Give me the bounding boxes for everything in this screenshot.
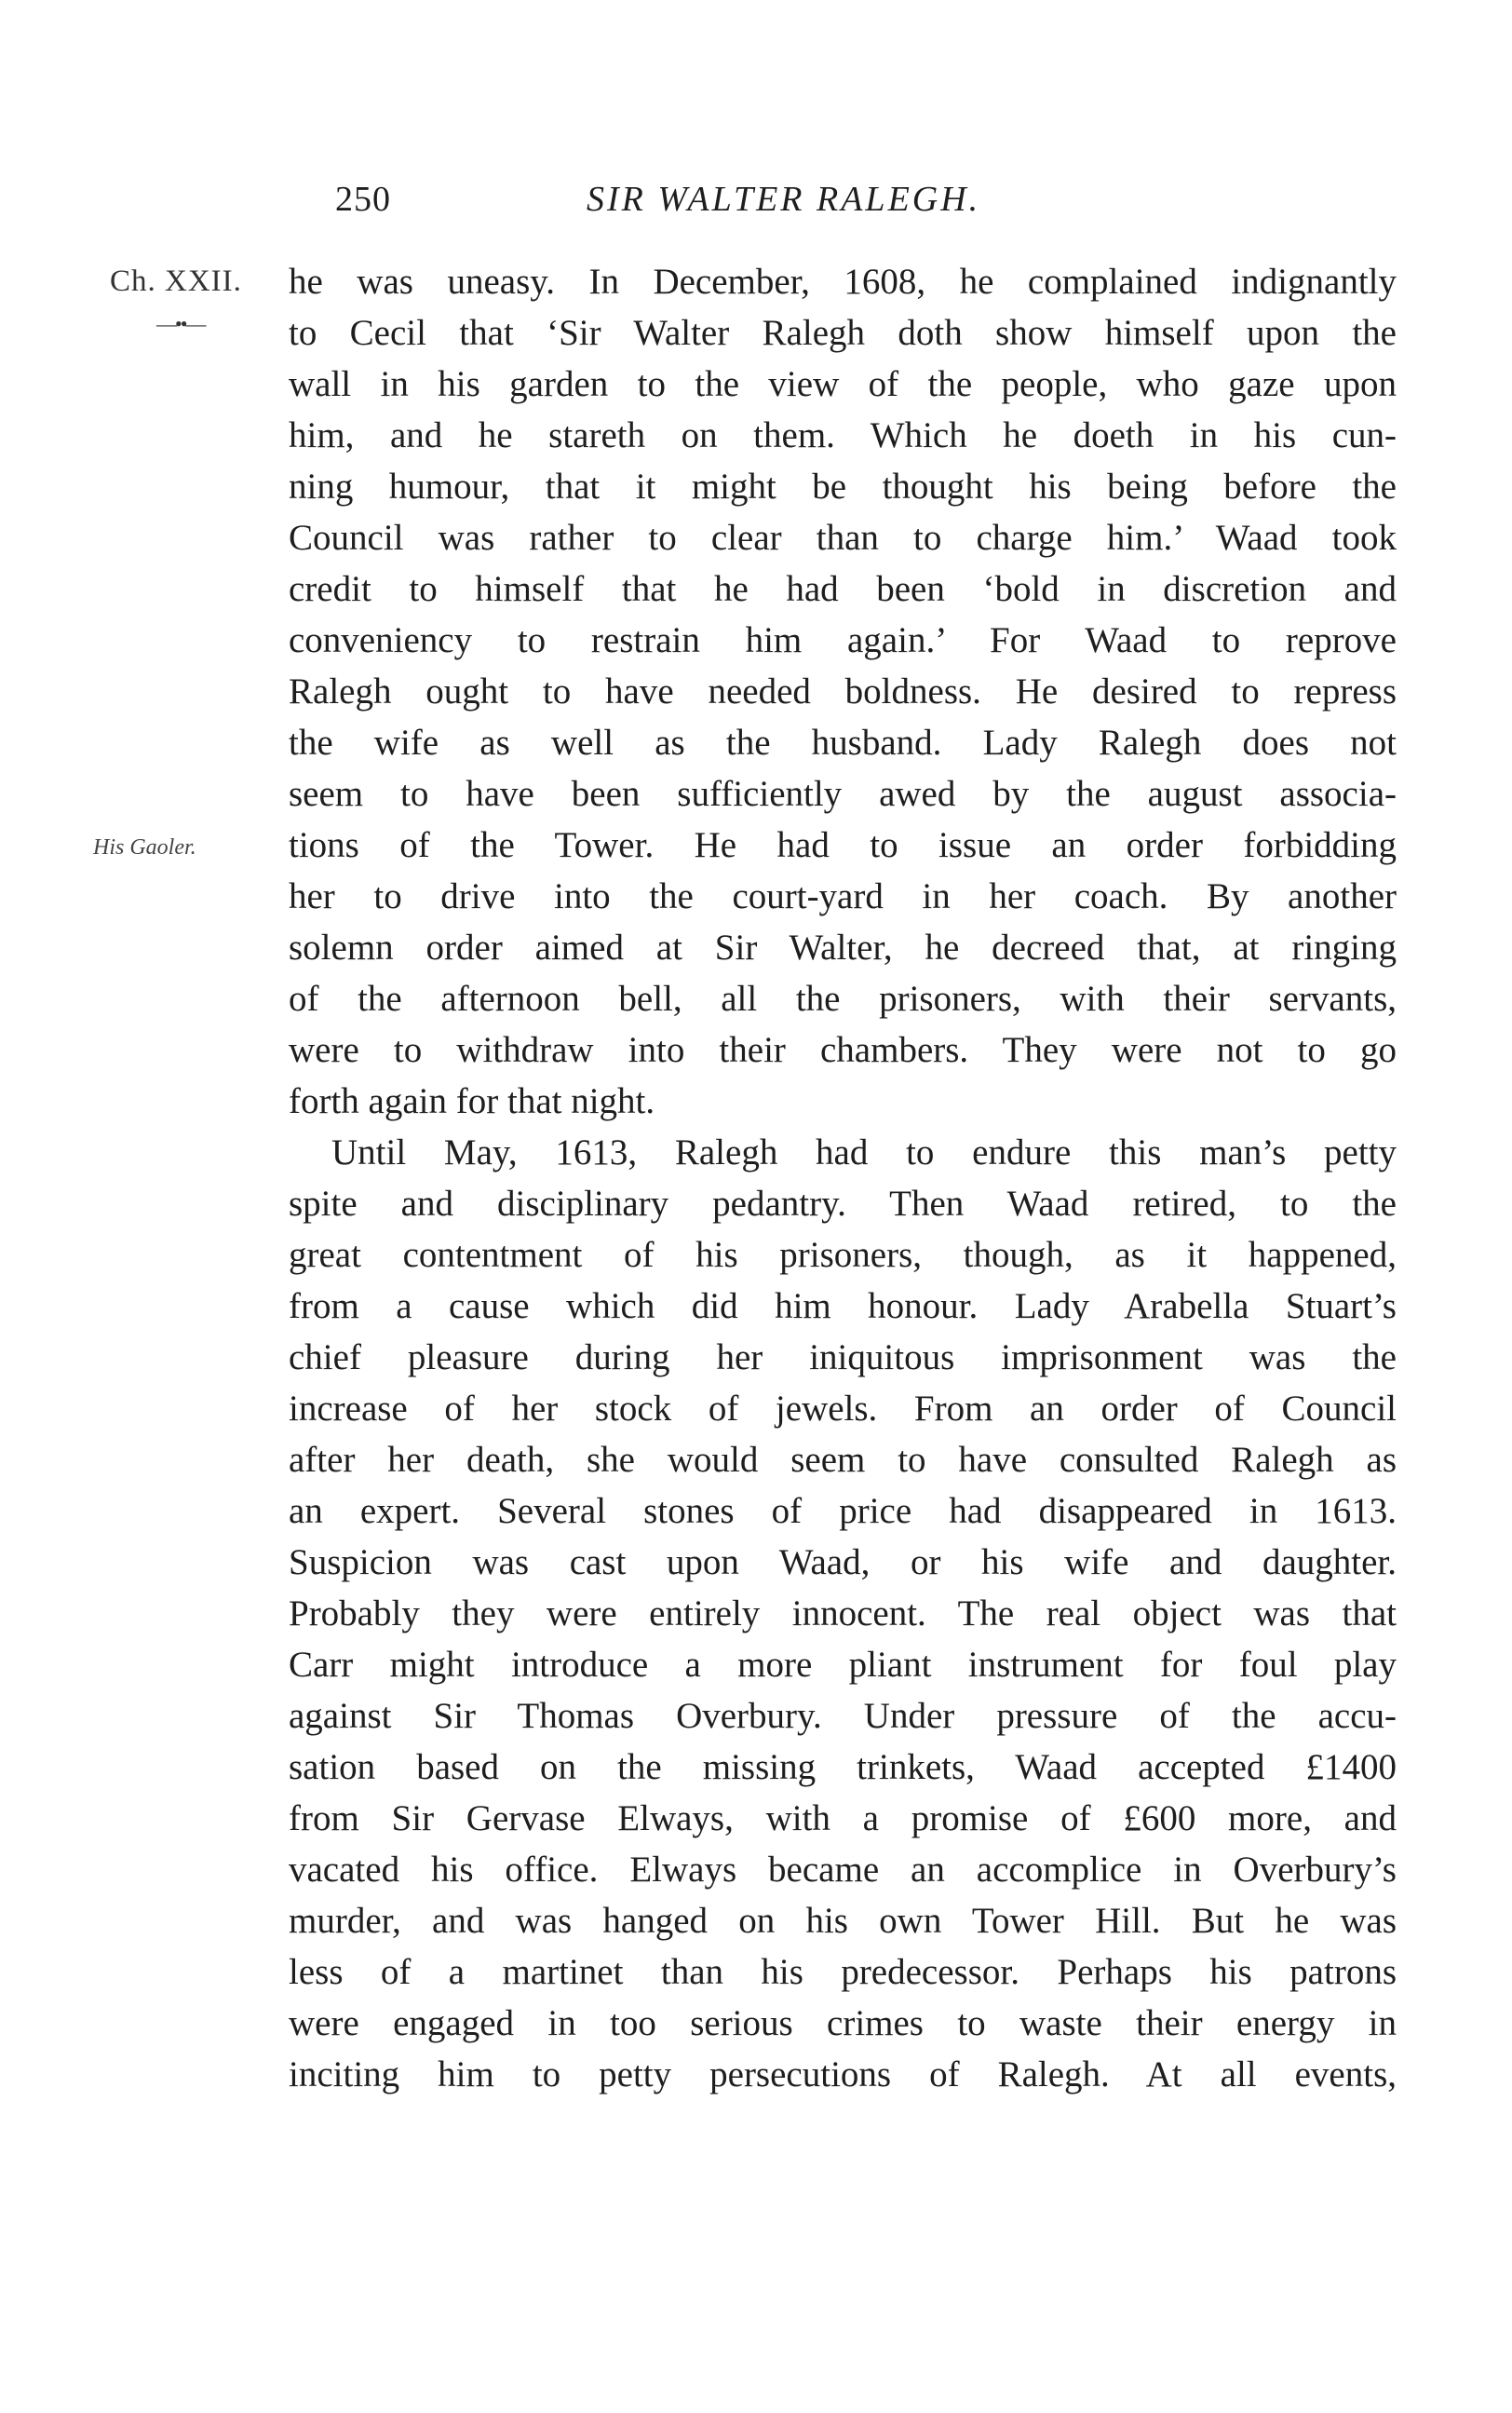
text-line: Ralegh ought to have needed boldness. He desired to repress — [289, 671, 1397, 712]
text-line: vacated his office. Elways became an accomplice in Overbury’s — [289, 1850, 1397, 1890]
text-line: from Sir Gervase Elways, with a promise of £600 more, and — [289, 1798, 1397, 1838]
text-line: ning humour, that it might be thought his being before the — [289, 467, 1397, 507]
margin-note: His Gaoler. — [93, 835, 196, 860]
page-number: 250 — [335, 180, 391, 219]
running-head — [335, 171, 1397, 227]
text-line: her to drive into the court-yard in her coach. By another — [289, 876, 1397, 916]
text-line: chief pleasure during her iniquitous imprisonment was the — [289, 1337, 1397, 1377]
text-line: less of a martinet than his predecessor. Perhaps his patrons — [289, 1952, 1397, 1992]
text-line: against Sir Thomas Overbury. Under pressure of the accu- — [289, 1696, 1397, 1736]
text-line: great contentment of his prisoners, though, as it happened, — [289, 1235, 1397, 1275]
text-line: murder, and was hanged on his own Tower Hill. But he was — [289, 1901, 1397, 1941]
text-line: Council was rather to clear than to charge him.’ Waad took — [289, 518, 1397, 558]
text-line: an expert. Several stones of price had disappeared in 1613. — [289, 1491, 1397, 1531]
text-line: were to withdraw into their chambers. They were not to go — [289, 1030, 1397, 1070]
text-line: wall in his garden to the view of the people, who gaze upon — [289, 364, 1397, 404]
text-line: spite and disciplinary pedantry. Then Waad retired, to the — [289, 1184, 1397, 1224]
ornament-divider: —••— — [156, 312, 205, 335]
text-line: he was uneasy. In December, 1608, he complained indignantly — [289, 262, 1397, 302]
text-line: Probably they were entirely innocent. The real object was that — [289, 1593, 1397, 1634]
text-line: of the afternoon bell, all the prisoners, with their servants, — [289, 979, 1397, 1019]
text-line: solemn order aimed at Sir Walter, he decreed that, at ringing — [289, 928, 1397, 968]
text-line: Suspicion was cast upon Waad, or his wife and daughter. — [289, 1542, 1397, 1582]
text-line: seem to have been sufficiently awed by the august associa- — [289, 774, 1397, 814]
text-line: credit to himself that he had been ‘bold in discretion and — [289, 569, 1397, 609]
text-line: Carr might introduce a more pliant instrument for foul play — [289, 1645, 1397, 1685]
text-line: from a cause which did him honour. Lady Arabella Stuart’s — [289, 1286, 1397, 1326]
text-line: increase of her stock of jewels. From an order of Council — [289, 1389, 1397, 1429]
text-line: were engaged in too serious crimes to waste their energy in — [289, 2003, 1397, 2043]
text-line: tions of the Tower. He had to issue an order forbidding — [289, 825, 1397, 865]
running-title: SIR WALTER RALEGH. — [587, 180, 981, 219]
text-line: conveniency to restrain him again.’ For Waad to reprove — [289, 620, 1397, 660]
text-line: after her death, she would seem to have consulted Ralegh as — [289, 1440, 1397, 1480]
chapter-marker: Ch. XXII. — [110, 264, 242, 298]
text-line: forth again for that night. — [289, 1081, 655, 1121]
text-line: him, and he stareth on them. Which he doeth in his cun- — [289, 415, 1397, 455]
text-line: the wife as well as the husband. Lady Ralegh does not — [289, 723, 1397, 763]
text-line: Until May, 1613, Ralegh had to endure this man’s petty — [331, 1132, 1397, 1173]
text-line: inciting him to petty persecutions of Ralegh. At all events, — [289, 2054, 1397, 2094]
text-line: to Cecil that ‘Sir Walter Ralegh doth show himself upon the — [289, 313, 1397, 353]
text-line: sation based on the missing trinkets, Waad accepted £1400 — [289, 1747, 1397, 1787]
body-text — [289, 256, 1397, 2100]
